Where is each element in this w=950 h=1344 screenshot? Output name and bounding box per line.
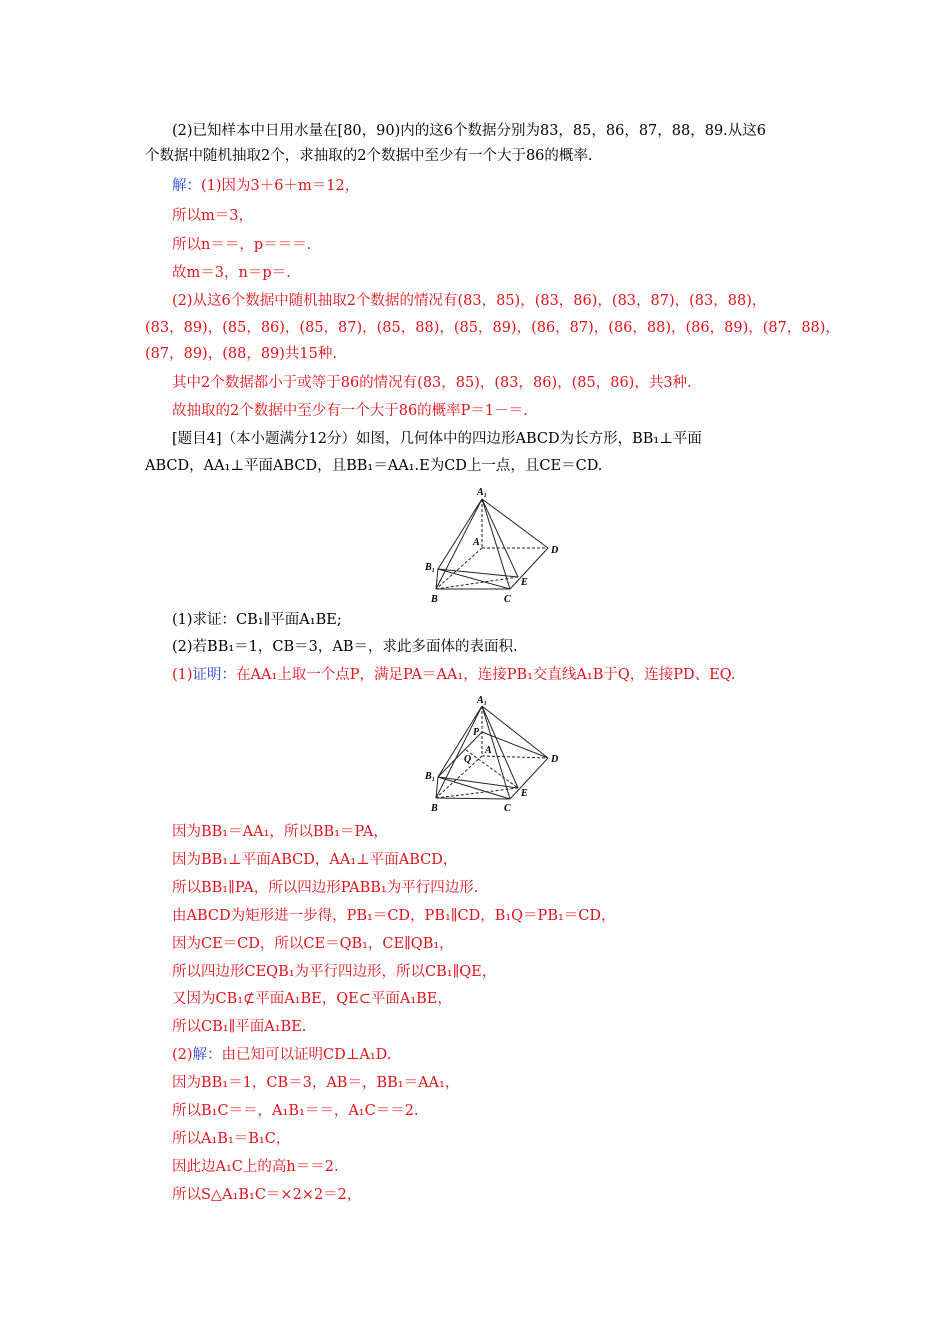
solution-label: 解： [172,178,201,194]
question-text: 个数据中随机抽取2个，求抽取的2个数据中至少有一个大于86的概率. [145,148,593,164]
solution-line: 因为BB₁＝1，CB＝3，AB＝，BB₁＝AA₁， [172,1075,460,1091]
label-a1: A₁ [477,487,488,498]
label-q: Q [464,754,472,765]
proof-line: 因为BB₁＝AA₁，所以BB₁＝PA， [172,824,388,840]
question-text: ABCD，AA₁⊥平面ABCD，且BB₁＝AA₁.E为CD上一点，且CE＝CD. [145,458,603,474]
solution-line [172,176,812,196]
solution-line: 因此边A₁C上的高h＝＝2. [172,1159,339,1175]
label-e: E [521,577,528,588]
label-c: C [504,594,511,605]
label-d: D [551,754,559,765]
label-c: C [504,803,511,814]
proof-line: 所以BB₁∥PA，所以四边形PABB₁为平行四边形. [172,880,479,896]
question-text: (2)若BB₁＝1，CB＝3，AB＝，求此多面体的表面积. [172,639,518,655]
label-a1: A₁ [477,695,488,706]
solution-line: (87，89)，(88，89)共15种. [145,346,337,362]
solution-prefix: (2) [172,1047,193,1063]
label-d: D [551,545,559,556]
solution-line: (83，89)，(85，86)，(85，87)，(85，88)，(85，89)，(86，87)，(86，88)，(86，89)，(87，88)， [145,320,840,336]
label-a: A [485,745,492,756]
proof-line [172,665,812,685]
solution-label: 解： [192,1047,222,1063]
proof-line: 所以四边形CEQB₁为平行四边形，所以CB₁∥QE， [172,964,497,980]
question-text: (1)求证：CB₁∥平面A₁BE; [172,612,342,628]
solution-line [172,1045,812,1065]
proof-line: 因为CE＝CD，所以CE＝QB₁，CE∥QB₁， [172,936,454,952]
solution-text: 由已知可以证明CD⊥A₁D. [221,1047,392,1063]
question-text: [题目4]（本小题满分12分）如图，几何体中的四边形ABCD为长方形，BB₁⊥平面 [172,431,702,447]
solution-text: (1)因为3＋6＋m＝12， [201,178,360,194]
question-text: (2)已知样本中日用水量在[80，90)内的这6个数据分别为83，85，86，87，88，89.从这6 [172,123,767,139]
proof-prefix: (1) [172,667,193,683]
proof-line: 又因为CB₁⊄平面A₁BE，QE⊂平面A₁BE， [172,991,452,1007]
solution-line: (2)从这6个数据中随机抽取2个数据的情况有(83，85)，(83，86)，(83，87)，(83，88)， [172,293,767,309]
solution-line: 故m＝3，n＝p＝. [172,265,291,281]
solution-line: 故抽取的2个数据中至少有一个大于86的概率P＝1－＝. [172,403,528,419]
label-a: A [473,537,480,548]
geometry-figure-2 [420,692,570,817]
proof-line: 因为BB₁⊥平面ABCD，AA₁⊥平面ABCD， [172,852,458,868]
label-p: P [473,727,480,738]
label-e: E [521,788,528,799]
proof-line: 所以CB₁∥平面A₁BE. [172,1019,307,1035]
solution-line: 所以A₁B₁＝B₁C， [172,1131,291,1147]
solution-line: 所以S△A₁B₁C＝×2×2＝2， [172,1187,362,1203]
label-b: B [431,594,438,605]
proof-text: 在AA₁上取一个点P，满足PA＝AA₁，连接PB₁交直线A₁B于Q，连接PD、EQ. [236,667,736,683]
solution-line: 其中2个数据都小于或等于86的情况有(83，85)，(83，86)，(85，86)，共3种. [172,375,692,391]
solution-line: 所以m＝3， [172,208,253,224]
solution-line: 所以B₁C＝＝，A₁B₁＝＝，A₁C＝＝2. [172,1103,419,1119]
geometry-figure-1 [420,482,570,607]
label-b1: B₁ [425,562,436,573]
label-b: B [431,803,438,814]
solution-line: 所以n＝＝，p＝＝＝. [172,237,312,253]
label-b1: B₁ [425,771,436,782]
proof-label: 证明： [192,667,237,683]
proof-line: 由ABCD为矩形进一步得，PB₁＝CD，PB₁∥CD，B₁Q＝PB₁＝CD， [172,908,616,924]
